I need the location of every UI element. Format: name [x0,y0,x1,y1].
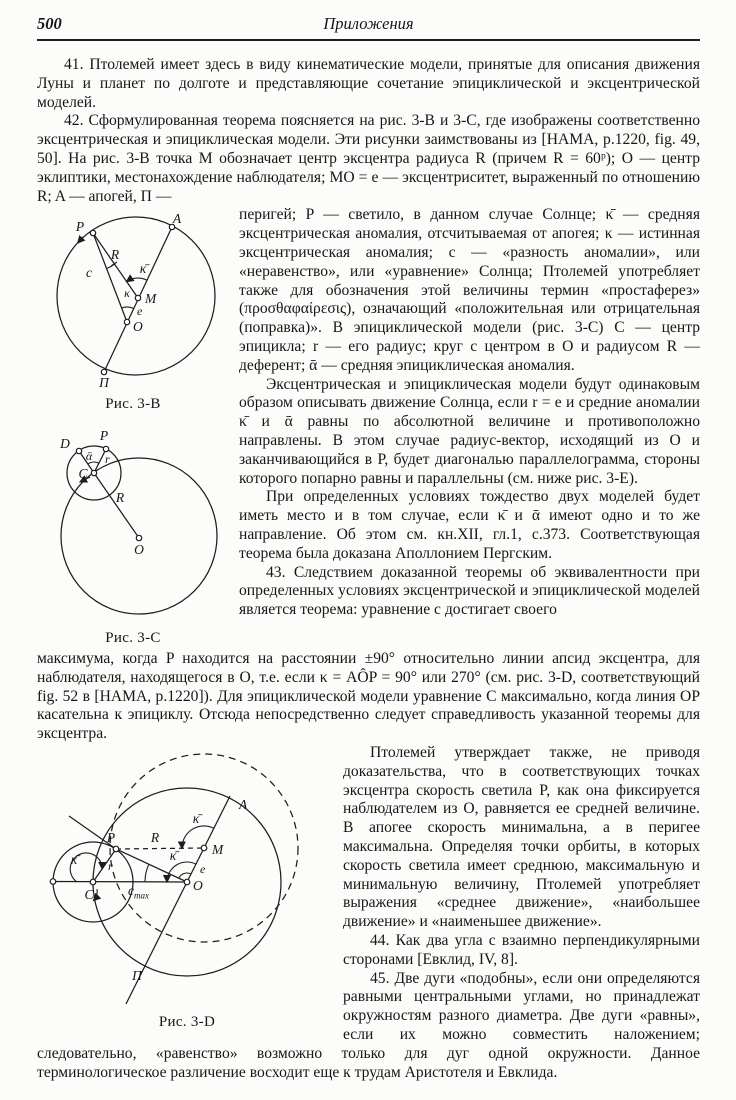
label-kappa: κ [123,286,130,301]
label-r: r [104,452,110,467]
page-number: 500 [37,14,62,33]
point-O [124,320,129,325]
paragraph-45: 45. Две дуги «подобны», если они определяются равными центральными углами, но принадлежат окружностям разного диаметра. Две дуги «равны», если их можно совместить наложением; следовательно, «равенство» возможно только для дуг одной окружности. Данное терминологическое различение восходит еще к трудам Аристотеля и Евклида. [37,969,700,1081]
point-M [135,296,140,301]
label-abar: ᾱ [85,449,92,464]
label-M: M [144,291,156,307]
label-cmax: $c_{max}$ [127,882,149,901]
point-P [103,446,108,451]
label-kbar-O: κ̄ [169,847,176,863]
label-kbar-M: κ̄ [192,810,199,826]
figure-3b-caption: Рис. 3-B [105,396,161,413]
running-title: Приложения [323,14,414,33]
true-anomaly-arc [121,307,133,308]
label-R: R [110,247,119,263]
label-r: r [107,858,113,873]
label-e: e [199,861,205,876]
figure-3b [37,210,229,414]
label-R: R [150,829,159,845]
label-P: P [106,829,115,845]
paragraph-42-part3: Эксцентрическая и эпициклическая модели будут одинаковым образом описывать движение Солнца, если r = e и средние аномалии κ̄ и ᾱ равны по абсолютной величине и противоположно направлены. В этом случае радиус-вектор, исходящий из O и заканчивающийся в P, будет диагональю параллелограмма, стороны которого попарно равны и параллельны (см. ниже рис. 3-E). [239,375,700,487]
figure-3d-diagram [40,747,335,1010]
label-Pi: П [98,375,109,391]
label-kbar-C: κ̄ [70,851,77,867]
wrap-section-1 [37,206,700,647]
point-P [113,846,119,852]
figure-3d-caption: Рис. 3-D [158,1013,216,1030]
header-rule [37,39,700,41]
point-C [91,470,96,475]
label-Pi: П [131,967,142,983]
figure-3b-diagram [41,210,226,392]
label-c: c [85,265,92,281]
figure-column [37,210,229,648]
paragraph-43-part1: 43. Следствием доказанной теоремы об эквивалентности при определенных условиях эксцентрической и эпициклической моделей является теорема: уравнение c достигает своего [239,563,700,619]
label-O: O [192,877,203,893]
point-epicycle-left [50,879,56,885]
mean-anomaly-arc [126,278,146,282]
label-C: C [77,466,88,482]
paragraph-43-part2: максимума, когда P находится на расстоянии ±90° относительно линии апсид эксцентра, для наблюдателя, находящегося в O, т.е. если κ = AÔP = 90° или 270° (см. рис. 3-D, соответствующий fig. 52 в [HAMA, p.1220]). Для эпициклической модели уравнение C максимально, когда линия OP касательна к эпициклу. Отсюда непосредственно следует справедливость указанной теоремы для эксцентра. [37,649,700,743]
paragraph-43-part3: Птолемей утверждает также, не приводя доказательства, что в соответствующих точках эксцентра скорость светила P, как она фиксируется наблюдателем из O, равняется ее средней величине. В апогее скорость минимальна, а в перигее максимальна. Определяя точки орбиты, в которых скорость светила имеет среднюю, максимальную и минимальную величину, Птолемей употребляет выражения «среднее движение», «наибольшее движение» и «наименьшее движение». [343,743,700,931]
label-P: P [99,428,108,444]
label-O: O [132,319,143,335]
label-A: A [172,211,181,227]
paragraph-44: 44. Как два угла с взаимно перпендикулярными сторонами [Евклид, IV, 8]. [343,931,700,968]
figure-column-2 [37,747,337,1032]
paragraph-42-part4: При определенных условиях тождество двух моделей будет иметь место и в том случае, если κ̄ и ᾱ имеют одно и то же направление. Об этом см. кн.XII, гл.1, с.373. Соответствующая теорема была доказана Аполлонием Пергским. [239,488,700,562]
max-equation-arc [144,864,148,882]
page-header [37,8,700,34]
label-C: C [83,886,94,902]
figure-3c [37,426,229,648]
point-C [90,879,96,885]
figure-3c-diagram [41,426,226,626]
label-R: R [115,490,124,506]
label-e: e [136,304,142,319]
radius-OC [94,473,139,538]
point-O [184,879,190,885]
label-A: A [238,796,247,812]
radius-PM [93,233,138,301]
point-D [76,448,81,453]
figure-3c-caption: Рис. 3-C [105,630,161,647]
motion-arrow-icon [77,237,82,243]
label-D: D [59,436,70,452]
label-kbar: κ̄ [139,261,146,277]
label-M: M [211,841,223,857]
label-O: O [133,542,144,558]
wrap-section-2 [37,744,700,1082]
page-body [37,56,700,1082]
line-PM-dashed [116,848,204,849]
paragraph-41: 41. Птолемей имеет здесь в виду кинематические модели, принятые для описания движения Луны и планет по долготе и представляющие сочетание эпициклической и эксцентрической моделей. [37,56,700,111]
point-O [136,535,141,540]
paragraph-42-part2: перигей; P — светило, в данном случае Солнце; κ̄ — средняя эксцентрическая аномалия, отсчитываемая от апогея; κ — истинная эксцентрическая аномалия; c — «разность аномалии», или «неравенство», или «уравнение» Солнца; Птолемей употребляет также для обозначения этой величины термин «простаферез» (προσθαφαίρεσις), означающий «положительная или отрицательная (поправка)». В эпициклической модели (рис. 3-C) C — центр эпицикла; r — его радиус; круг с центром в O и радиусом R — деферент; ᾱ — средняя эпициклическая аномалия. [239,206,700,374]
point-Pi [101,370,106,375]
point-M [201,845,207,851]
point-P [90,231,95,236]
label-P: P [75,219,84,235]
figure-3d [37,747,337,1032]
paragraph-42-part1: 42. Сформулированная теорема поясняется на рис. 3-B и 3-C, где изображены соответственно эксцентрическая и эпициклическая модели. Эти рисунки заимствованы из [HAMA, p.1220, fig. 49, 50]. На рис. 3-B точка M обозначает центр эксцентра радиуса R (причем R = 60ᵖ); O — центр эклиптики, местонахождение наблюдателя; MO = e — эксцентриситет, выраженный по отношению R; A — апогей, П — [37,112,700,205]
